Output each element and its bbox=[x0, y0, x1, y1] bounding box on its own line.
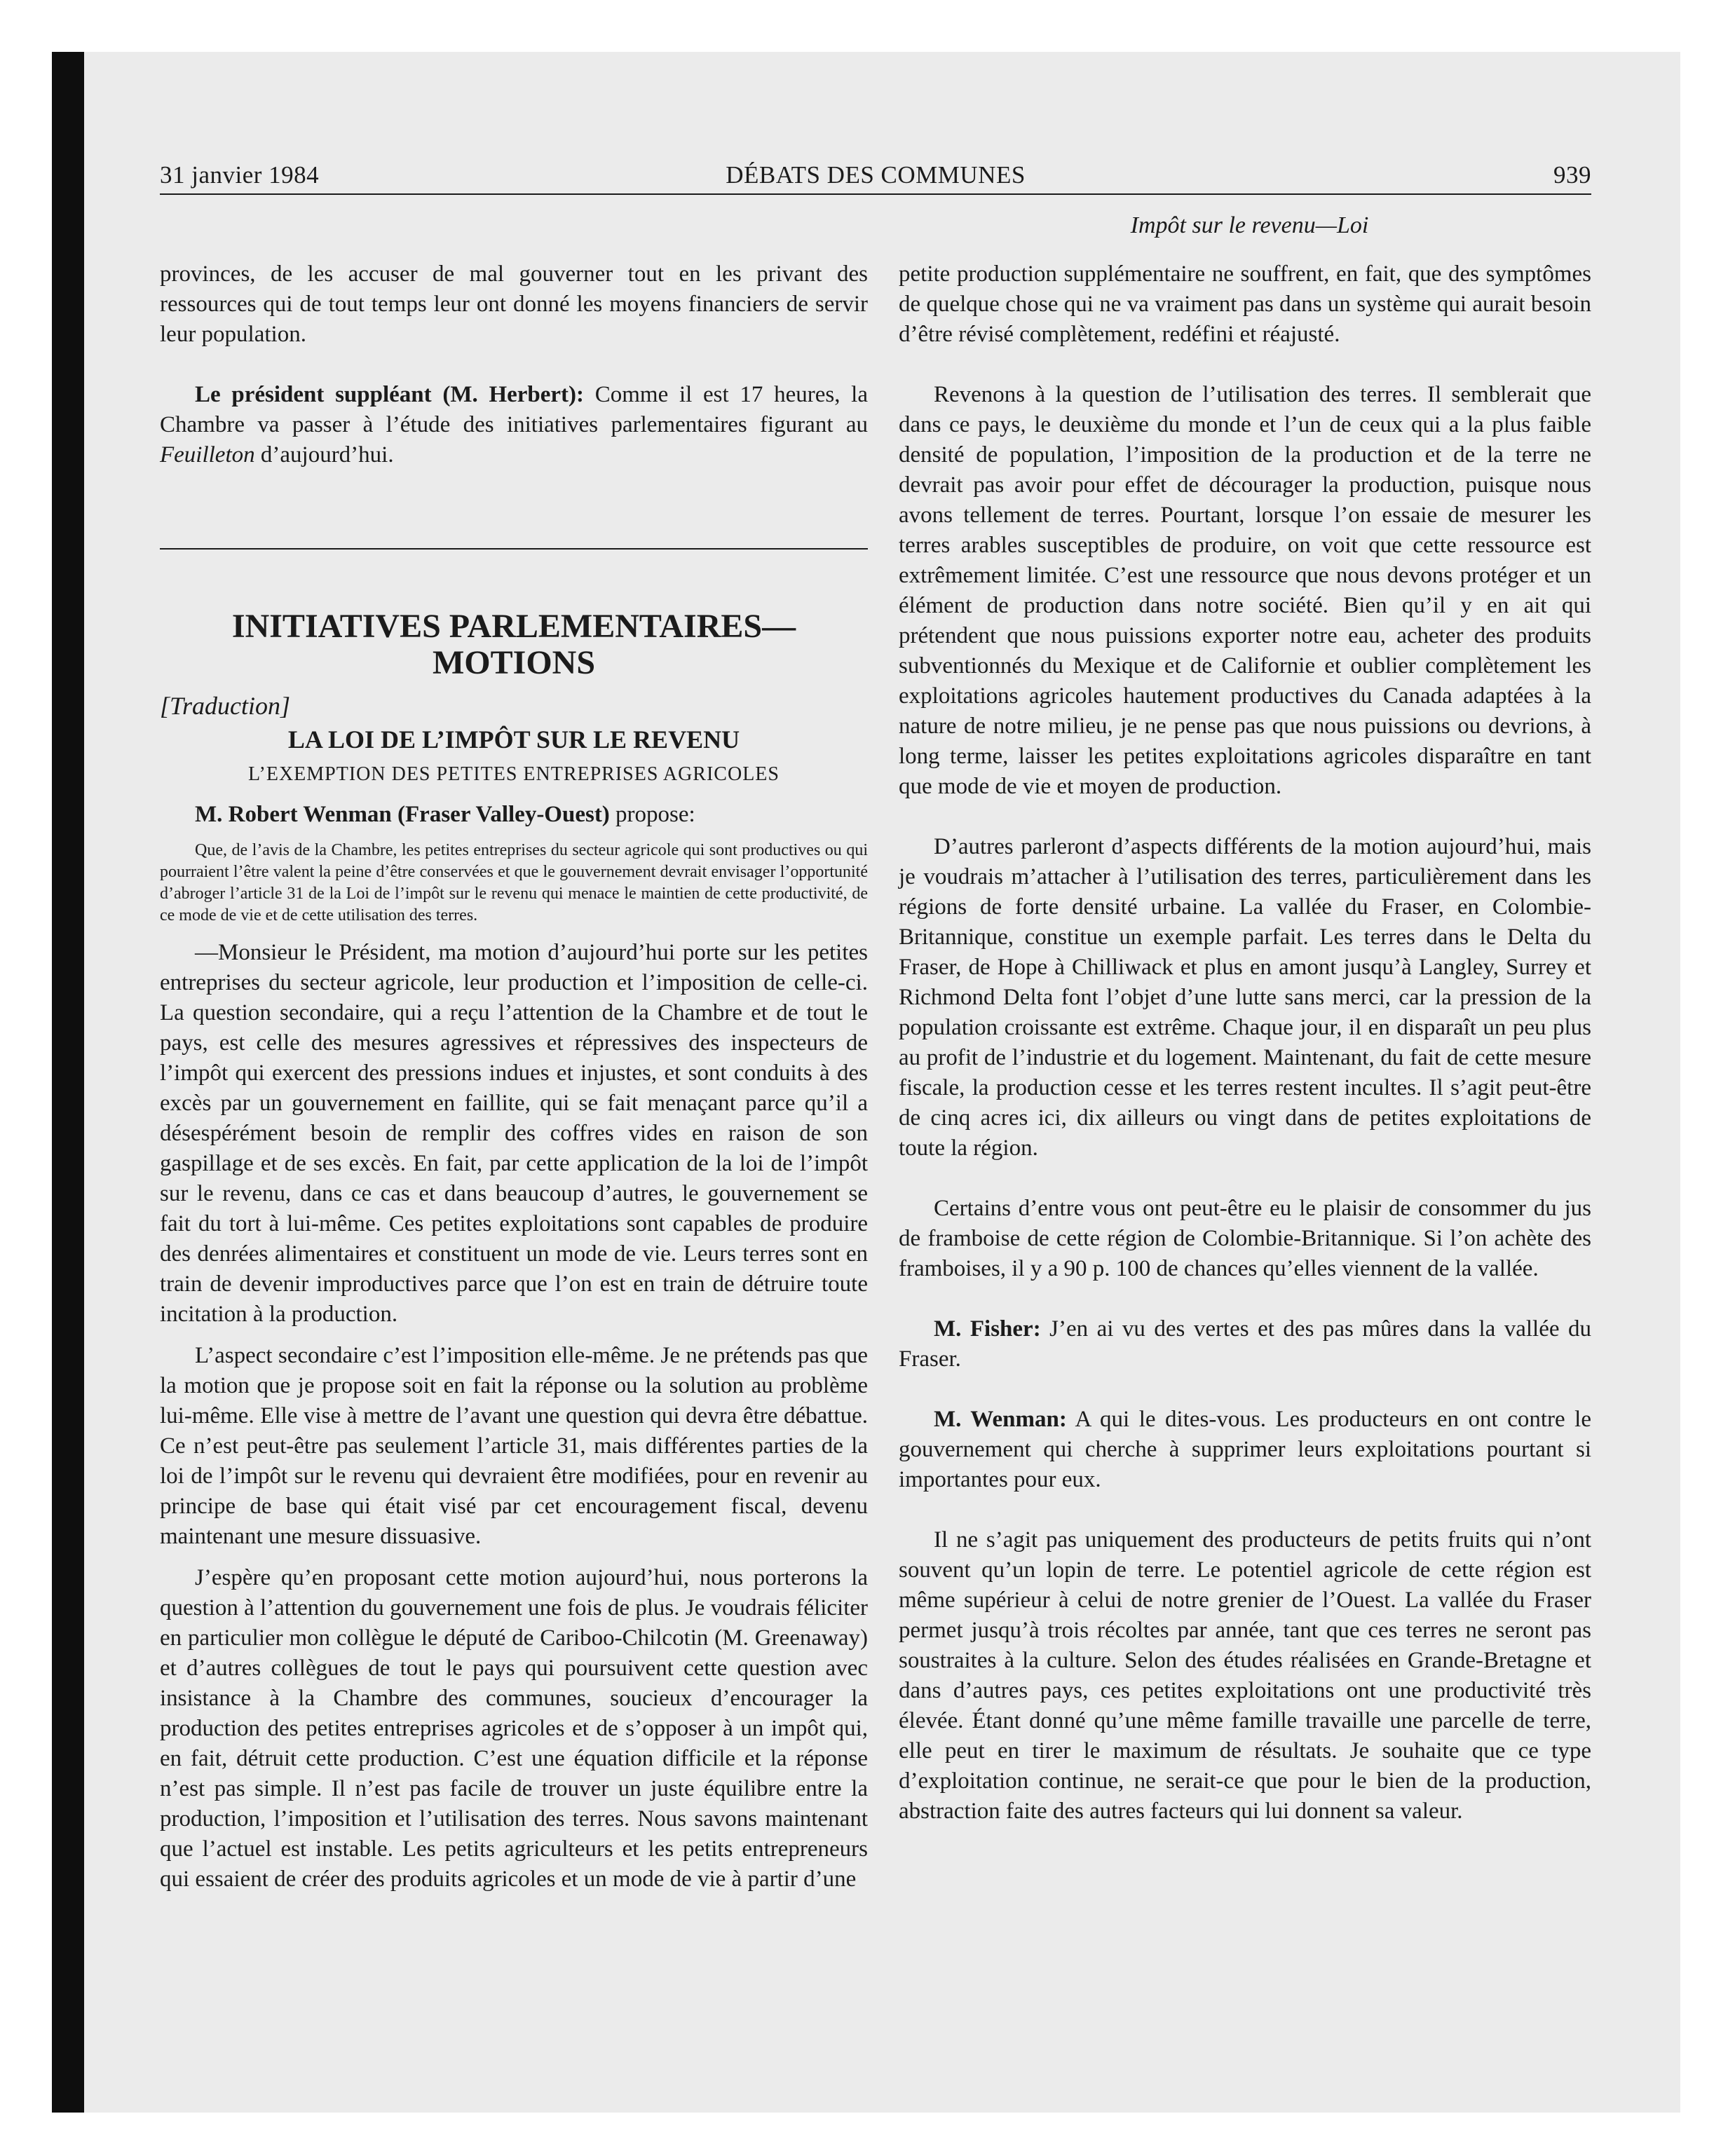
page-header bbox=[160, 161, 1591, 196]
italic-term: Feuilleton bbox=[160, 442, 255, 468]
left-column bbox=[160, 259, 868, 1895]
header-title: DÉBATS DES COMMUNES bbox=[726, 161, 1026, 189]
right-column bbox=[899, 259, 1591, 1827]
translation-note: [Traduction] bbox=[160, 692, 291, 720]
speaker-name: M. Wenman: bbox=[934, 1407, 1067, 1432]
paragraph: —Monsieur le Président, ma motion d’aujourd’hui porte sur les petites entreprises du secteur agricole, leur production et l’imposition de celle-ci. La question secondaire, qui a reçu l’attention de la Chambre et de tout le pays, est celle des mesures agressives et répressives des inspecteurs de l’impôt qui exercent des pressions indues et injustes, et sont conduits à des excès par un gouvernement en faillite, qui se fait menaçant parce qu’il a désespérément besoin de remplir des coffres vides en raison de son gaspillage et de ses excès. En fait, par cette application de la loi de l’impôt sur le revenu, dans ce cas et dans beaucoup d’autres, le gouvernement se fait du tort à lui-même. Ces petites exploitations sont capables de produire des denrées alimentaires et constituent un mode de vie. Leurs terres sont en train de devenir improductives parce que l’on est en train de détruire toute incitation à la production. bbox=[160, 940, 868, 1327]
section-rule bbox=[160, 548, 868, 550]
paragraph-speaker: M. Wenman: A qui le dites-vous. Les producteurs en ont contre le gouvernement qui cherche à supprimer leurs exploitations pourtant si importantes pour eux. bbox=[899, 1407, 1591, 1492]
paragraph: Il ne s’agit pas uniquement des producteurs de petits fruits qui n’ont souvent qu’un lopin de terre. Le potentiel agricole de cette région est même supérieur à celui de notre grenier de l’Ouest. La vallée du Fraser permet jusqu’à trois récoltes par année, tant que ces terres ne seront pas soustraites à la culture. Selon des études réalisées en Grande-Bretagne et dans d’autres pays, ces petites exploitations ont une productivité très élevée. Étant donné qu’une même famille travaille une parcelle de terre, elle peut en tirer le maximum de résultats. Je souhaite que ce type d’exploitation continue, ne serait-ce que pour le bien de la production, abstraction faite des autres facteurs qui lui donnent sa valeur. bbox=[899, 1527, 1591, 1824]
mover-name: M. Robert Wenman (Fraser Valley-Ouest) bbox=[195, 802, 610, 827]
header-rule bbox=[160, 193, 1591, 195]
paragraph: provinces, de les accuser de mal gouverner tout en les privant des ressources qui de tout temps leur ont donné les moyens financiers de servir leur population. bbox=[160, 261, 868, 347]
speaker-name: Le président suppléant (M. Herbert): bbox=[195, 382, 585, 407]
paragraph: Revenons à la question de l’utilisation des terres. Il semblerait que dans ce pays, le deuxième du monde et l’un de ceux qui a la plus faible densité de population, l’imposition de la production et de la terre ne devrait pas avoir pour effet de décourager la production, puisque nous avons tellement de terres. Pourtant, lorsque l’on essaie de mesurer les terres arables susceptibles de produire, on voit que cette ressource est extrêmement limitée. C’est une ressource que nous devons protéger et un élément de production dans notre société. Bien qu’il y en ait qui prétendent que nous puissions exporter notre eau, acheter des produits subventionnés du Mexique et de Californie et oublier complètement les exploitations agricoles hautement productives du Canada adaptées à la nature de notre milieu, je ne pense pas que nous puissions ou devrions, à long terme, laisser les petites exploitations agricoles disparaître en tant que mode de vie et moyen de production. bbox=[899, 382, 1591, 799]
scan-edge-shadow bbox=[52, 52, 84, 2113]
paragraph-speaker: M. Fisher: J’en ai vu des vertes et des pas mûres dans la vallée du Fraser. bbox=[899, 1316, 1591, 1372]
page-number: 939 bbox=[1553, 161, 1591, 189]
scan-margin bbox=[0, 0, 52, 2156]
motion-text: Que, de l’avis de la Chambre, les petites entreprises du secteur agricole qui sont productives ou qui pourraient l’être valent la peine d’être conservées et que le gouvernement devrait envisager l’opportunité d’abroger l’article 31 de la Loi de l’impôt sur le revenu qui menace le maintien de cette productivité, de ce mode de vie et de cette utilisation des terres. bbox=[160, 841, 868, 925]
subtitle: LA LOI DE L’IMPÔT SUR LE REVENU bbox=[287, 725, 740, 753]
header-date: 31 janvier 1984 bbox=[160, 161, 320, 189]
paragraph-speaker: Le président suppléant (M. Herbert): Comme il est 17 heures, la Chambre va passer à l’étude des initiatives parlementaires figurant au Feuilleton d’aujourd’hui. bbox=[160, 382, 868, 468]
paragraph: D’autres parleront d’aspects différents de la motion aujourd’hui, mais je voudrais m’attacher à l’utilisation des terres, particulièrement dans les régions de forte densité urbaine. La vallée du Fraser, en Colombie-Britannique, constitue un exemple parfait. Les terres dans le Delta du Fraser, de Hope à Chilliwack et plus en amont jusqu’à Langley, Surrey et Richmond Delta font l’objet d’une lutte sans merci, car la pression de la population croissante est extrême. Chaque jour, il en disparaît un peu plus au profit de l’industrie et du logement. Maintenant, du fait de cette mesure fiscale, la production cesse et les terres restent incultes. Il s’agit peut-être de cinq acres ici, dix ailleurs ou vingt dans de petites exploitations de toute la région. bbox=[899, 834, 1591, 1161]
mover-line: M. Robert Wenman (Fraser Valley-Ouest) propose: bbox=[195, 802, 695, 827]
subsubtitle: L’EXEMPTION DES PETITES ENTREPRISES AGRICOLES bbox=[247, 763, 780, 785]
section-title: INITIATIVES PARLEMENTAIRES— MOTIONS bbox=[231, 608, 796, 681]
paragraph: petite production supplémentaire ne souffrent, en fait, que des symptômes de quelque chose qui ne va vraiment pas dans un système qui aurait besoin d’être révisé complètement, redéfini et réajusté. bbox=[899, 261, 1591, 347]
running-title: Impôt sur le revenu—Loi bbox=[1130, 212, 1369, 238]
paragraph: Certains d’entre vous ont peut-être eu le plaisir de consommer du jus de framboise de cette région de Colombie-Britannique. Si l’on achète des framboises, il y a 90 p. 100 de chances qu’elles viennent de la vallée. bbox=[899, 1196, 1591, 1281]
paragraph: J’espère qu’en proposant cette motion aujourd’hui, nous porterons la question à l’attention du gouvernement une fois de plus. Je voudrais féliciter en particulier mon collègue le député de Cariboo-Chilcotin (M. Greenaway) et d’autres collègues de tout le pays qui poursuivent cette question avec insistance à la Chambre des communes, soucieux d’encourager la production des petites entreprises agricoles et de s’opposer à un impôt qui, en fait, détruit cette production. C’est une équation difficile et la réponse n’est pas simple. Il n’est pas facile de trouver un juste équilibre entre la production, l’imposition et l’utilisation des terres. Nous savons maintenant que l’actuel est instable. Les petits agriculteurs et les petits entrepreneurs qui essaient de créer des produits agricoles et un mode de vie à partir d’une bbox=[160, 1565, 868, 1892]
paragraph: L’aspect secondaire c’est l’imposition elle-même. Je ne prétends pas que la motion que je propose soit en fait la réponse ou la solution au problème lui-même. Elle vise à mettre de l’avant une question qui devra être débattue. Ce n’est peut-être pas seulement l’article 31, mais différentes parties de la loi de l’impôt sur le revenu qui devraient être modifiées, pour en revenir au principe de base qui était visé par cet encouragement fiscal, devenu maintenant une mesure dissuasive. bbox=[160, 1343, 868, 1549]
speaker-name: M. Fisher: bbox=[934, 1316, 1041, 1342]
